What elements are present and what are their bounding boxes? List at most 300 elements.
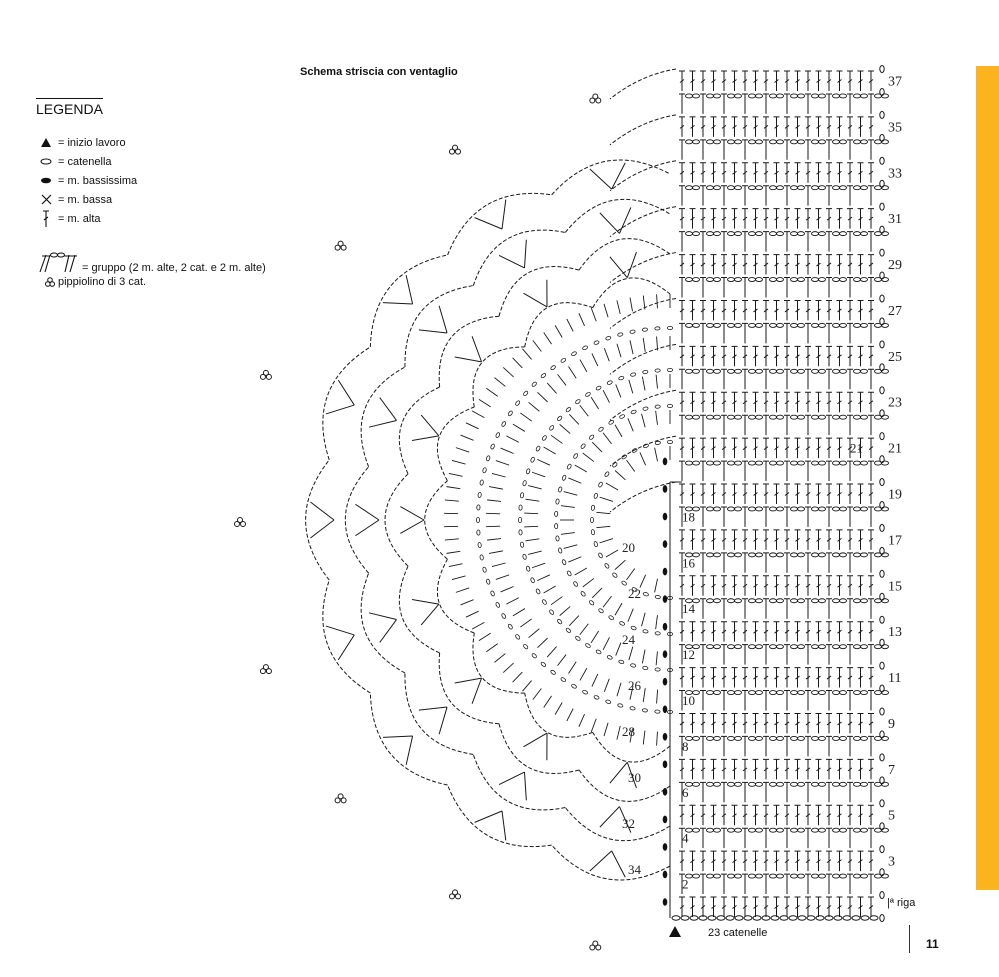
fan-group — [455, 678, 482, 704]
tall-stitch — [826, 507, 832, 527]
fan-tall-stitch — [600, 497, 613, 501]
tall-stitch — [847, 484, 853, 504]
tall-stitch — [784, 599, 790, 619]
chain-oval — [756, 736, 763, 740]
chain-oval — [854, 186, 861, 190]
chain-oval — [840, 94, 847, 98]
tall-stitch — [679, 140, 685, 160]
fan-chain-oval — [501, 421, 506, 427]
fan-chain-oval — [630, 706, 636, 710]
petal-chain-loop — [437, 407, 474, 481]
edge-chain-loop — [610, 115, 676, 145]
picot — [235, 522, 240, 527]
tall-stitch — [847, 553, 853, 573]
tall-stitch — [847, 851, 853, 871]
tall-stitch — [763, 645, 769, 665]
tall-stitch — [721, 759, 727, 779]
tall-stitch — [721, 782, 727, 802]
chain-oval — [777, 461, 784, 465]
fan-tall-stitch — [568, 478, 581, 483]
fan-tall-stitch — [643, 338, 645, 352]
fan-tall-stitch — [533, 340, 541, 351]
tall-stitch — [774, 530, 780, 550]
chain-oval — [686, 232, 693, 236]
fan-chain-oval — [604, 563, 610, 569]
fan-tall-stitch — [445, 539, 459, 540]
tall-stitch — [847, 805, 853, 825]
chain-oval — [770, 461, 777, 465]
chain-oval — [880, 157, 884, 164]
tall-stitch — [795, 622, 801, 642]
chain-oval — [833, 782, 840, 786]
chain-oval — [854, 140, 861, 144]
tall-stitch — [742, 300, 748, 320]
fan-tall-stitch — [642, 377, 645, 391]
petal-chain-loop — [499, 724, 579, 774]
chain-oval — [756, 874, 763, 878]
row-number: 13 — [888, 625, 902, 641]
tall-stitch — [826, 369, 832, 389]
slip-stitch — [663, 458, 668, 466]
petal-chain-loop — [579, 239, 670, 270]
chain-oval — [812, 874, 819, 878]
tall-stitch — [816, 897, 822, 917]
fan-chain-oval — [549, 425, 555, 431]
tall-stitch — [805, 622, 811, 642]
chain-oval — [861, 94, 868, 98]
tall-stitch — [837, 71, 843, 91]
fan-tall-stitch — [466, 611, 479, 617]
tall-stitch — [868, 186, 874, 206]
tall-stitch — [795, 759, 801, 779]
chain-oval — [791, 278, 798, 282]
tall-stitch — [805, 805, 811, 825]
chain-oval — [756, 645, 763, 649]
chain-oval — [770, 415, 777, 419]
edge-chain-loop — [610, 161, 676, 191]
tall-stitch — [679, 209, 685, 229]
tall-stitch — [732, 622, 738, 642]
chain-oval — [833, 874, 840, 878]
tall-stitch — [826, 117, 832, 137]
chain-oval — [812, 140, 819, 144]
slip-stitch — [663, 540, 668, 548]
tall-stitch — [700, 71, 706, 91]
tall-stitch — [826, 576, 832, 596]
tall-stitch — [721, 668, 727, 688]
row-number: 17 — [888, 533, 902, 549]
tall-stitch — [742, 897, 748, 917]
tall-stitch — [784, 71, 790, 91]
chain-oval — [791, 186, 798, 190]
tall-stitch — [795, 346, 801, 366]
chain-oval — [819, 232, 826, 236]
chain-oval — [875, 874, 882, 878]
tall-stitch — [826, 897, 832, 917]
chain-oval — [854, 553, 861, 557]
tall-stitch — [805, 484, 811, 504]
tall-stitch — [805, 438, 811, 458]
chain-oval — [875, 140, 882, 144]
chain-oval — [812, 278, 819, 282]
fan-tall-stitch — [629, 647, 633, 660]
tall-stitch — [690, 71, 696, 91]
legend-label-group: = gruppo (2 m. alte, 2 cat. e 2 m. alte) — [82, 262, 266, 274]
picot — [335, 798, 340, 803]
tall-stitch — [721, 576, 727, 596]
fan-chain-oval — [490, 590, 495, 596]
chain-oval — [756, 553, 763, 557]
chain-oval — [882, 874, 889, 878]
tall-stitch — [690, 346, 696, 366]
chain-oval — [861, 415, 868, 419]
chain-oval — [714, 461, 721, 465]
chain-oval — [798, 782, 805, 786]
fan-chain-oval — [605, 336, 611, 341]
tall-stitch — [774, 209, 780, 229]
tall-stitch — [721, 484, 727, 504]
fan-chain-oval — [554, 523, 557, 528]
tall-stitch — [868, 622, 874, 642]
fan-chain-oval — [667, 404, 672, 407]
tall-stitch — [826, 209, 832, 229]
fan-chain-oval — [621, 454, 627, 460]
chain-oval — [833, 553, 840, 557]
petal-chain-loop — [579, 770, 670, 801]
tall-stitch — [805, 163, 811, 183]
tall-stitch — [837, 622, 843, 642]
chain-oval — [798, 599, 805, 603]
fan-tall-stitch — [617, 683, 621, 696]
fan-chain-oval — [535, 446, 540, 452]
fan-chain-oval — [593, 541, 598, 547]
fan-chain-oval — [554, 511, 557, 516]
petal-chain-loop — [323, 347, 371, 460]
tall-stitch — [784, 484, 790, 504]
chain-oval — [777, 232, 784, 236]
tall-stitch — [826, 163, 832, 183]
tall-stitch — [868, 209, 874, 229]
chain-oval — [728, 782, 735, 786]
chain-oval — [749, 461, 756, 465]
chain-oval — [875, 828, 882, 832]
tall-stitch — [763, 94, 769, 114]
fan-chain-oval — [526, 468, 531, 474]
tall-stitch — [679, 484, 685, 504]
fan-tall-stitch — [472, 622, 484, 629]
tall-stitch — [795, 209, 801, 229]
tall-stitch — [837, 713, 843, 733]
tall-stitch — [721, 140, 727, 160]
tall-stitch — [858, 713, 864, 733]
fan-tall-stitch — [537, 575, 550, 581]
tall-stitch — [868, 461, 874, 481]
tall-stitch — [837, 209, 843, 229]
petal-chain-loop — [448, 785, 552, 847]
fan-tall-stitch — [560, 424, 571, 433]
chain-oval — [777, 94, 784, 98]
tall-stitch — [826, 461, 832, 481]
tall-stitch — [847, 736, 853, 756]
tall-stitch — [711, 805, 717, 825]
tall-stitch — [826, 691, 832, 711]
chain-oval — [882, 186, 889, 190]
fan-tall-stitch — [528, 551, 542, 554]
tall-stitch — [742, 71, 748, 91]
chain-oval — [854, 645, 861, 649]
tall-stitch — [858, 71, 864, 91]
fan-tall-stitch — [487, 500, 501, 502]
chain-oval — [840, 415, 847, 419]
tall-stitch — [732, 897, 738, 917]
fan-tall-stitch — [524, 513, 538, 514]
tall-stitch — [837, 392, 843, 412]
fan-row-number: 32 — [622, 816, 635, 831]
tall-stitch — [679, 415, 685, 435]
chain-oval — [833, 369, 840, 373]
tall-stitch — [721, 828, 727, 848]
chain-oval — [861, 691, 868, 695]
chain-oval — [791, 874, 798, 878]
tall-stitch — [847, 278, 853, 298]
fan-chain-oval — [522, 554, 526, 560]
fan-group — [326, 626, 354, 660]
fan-tall-stitch — [513, 424, 525, 431]
chain-oval — [735, 461, 742, 465]
tall-stitch — [805, 140, 811, 160]
tall-stitch — [721, 255, 727, 275]
fan-group — [523, 280, 547, 307]
tall-stitch — [774, 759, 780, 779]
fan-chain-oval — [642, 666, 648, 670]
fan-chain-oval — [667, 440, 672, 443]
picot — [335, 245, 340, 250]
tall-stitch — [763, 278, 769, 298]
chain-oval — [861, 323, 868, 327]
chain-oval — [770, 186, 777, 190]
chain-oval — [833, 232, 840, 236]
fan-tall-stitch — [537, 459, 550, 465]
fan-group — [412, 600, 439, 625]
tall-stitch — [742, 392, 748, 412]
chain-oval — [819, 461, 826, 465]
tall-stitch — [868, 300, 874, 320]
tall-stitch — [868, 897, 874, 917]
tall-stitch — [700, 668, 706, 688]
tall-stitch — [721, 186, 727, 206]
chain-oval — [686, 278, 693, 282]
fan-chain-oval — [580, 443, 586, 449]
base-chain-oval — [834, 916, 842, 920]
tall-stitch — [868, 874, 874, 894]
tall-stitch — [763, 782, 769, 802]
base-chain-oval — [753, 916, 761, 920]
fan-chain-oval — [490, 444, 495, 450]
slip-stitch — [663, 843, 668, 851]
tall-stitch — [742, 346, 748, 366]
chain-oval — [840, 323, 847, 327]
fan-tall-stitch — [592, 442, 602, 452]
tall-stitch — [679, 461, 685, 481]
fan-chain-oval — [530, 457, 535, 463]
tall-stitch — [847, 186, 853, 206]
slip-stitch — [663, 568, 668, 576]
chain-oval — [882, 736, 889, 740]
tall-stitch — [784, 140, 790, 160]
chain-oval — [770, 140, 777, 144]
tall-stitch — [763, 140, 769, 160]
tall-stitch — [795, 71, 801, 91]
chain-oval — [798, 507, 805, 511]
tall-stitch — [816, 484, 822, 504]
tall-stitch — [826, 186, 832, 206]
chain-oval — [861, 232, 868, 236]
fan-tall-stitch — [656, 651, 657, 665]
tall-stitch — [795, 897, 801, 917]
chain-oval — [861, 461, 868, 465]
chain-oval — [728, 507, 735, 511]
chain-oval — [749, 599, 756, 603]
fan-tall-stitch — [604, 304, 608, 317]
fan-tall-stitch — [513, 672, 523, 682]
chain-oval — [875, 736, 882, 740]
chain-oval — [840, 782, 847, 786]
fan-tall-stitch — [486, 644, 497, 652]
chain-oval — [714, 415, 721, 419]
tall-stitch — [826, 232, 832, 252]
fan-tall-stitch — [600, 539, 613, 543]
fan-chain-oval — [560, 358, 566, 364]
chain-oval — [707, 782, 714, 786]
tall-stitch — [700, 484, 706, 504]
tall-stitch — [868, 346, 874, 366]
tall-stitch — [732, 71, 738, 91]
tall-stitch — [753, 346, 759, 366]
tall-stitch — [837, 163, 843, 183]
chain-oval — [840, 186, 847, 190]
tall-stitch — [679, 346, 685, 366]
tall-stitch — [805, 507, 811, 527]
tall-stitch — [711, 255, 717, 275]
tall-stitch — [742, 117, 748, 137]
chain-oval — [707, 736, 714, 740]
tall-stitch — [721, 209, 727, 229]
tall-stitch — [868, 851, 874, 871]
chain-oval — [819, 736, 826, 740]
tall-stitch — [858, 484, 864, 504]
row-number: 19 — [888, 487, 902, 503]
chain-oval — [819, 94, 826, 98]
tall-stitch — [805, 323, 811, 343]
tall-stitch — [679, 897, 685, 917]
fan-tall-stitch — [615, 425, 622, 437]
tall-stitch — [690, 576, 696, 596]
chain-oval — [880, 341, 884, 348]
fan-group — [499, 240, 526, 268]
legend-label-start: = inizio lavoro — [58, 136, 126, 149]
chain-oval — [735, 599, 742, 603]
fan-tall-stitch — [503, 367, 513, 376]
tall-stitch — [816, 759, 822, 779]
fan-chain-oval — [526, 566, 531, 572]
fan-chain-oval — [630, 663, 636, 667]
fan-chain-oval — [508, 410, 514, 416]
inner-row-number: 21 — [850, 440, 863, 456]
chain-oval — [833, 599, 840, 603]
tall-stitch — [679, 94, 685, 114]
edge-chain-loop — [610, 69, 676, 99]
chain-oval — [777, 599, 784, 603]
tall-stitch — [711, 484, 717, 504]
fan-tall-stitch — [560, 606, 571, 615]
chain-oval — [749, 186, 756, 190]
chain-oval — [840, 599, 847, 603]
fan-tall-stitch — [495, 654, 506, 663]
tall-stitch — [742, 759, 748, 779]
chain-oval — [812, 94, 819, 98]
tall-stitch — [784, 323, 790, 343]
chain-oval — [735, 323, 742, 327]
fan-tall-stitch — [628, 418, 633, 431]
tall-stitch — [795, 300, 801, 320]
tall-stitch — [774, 392, 780, 412]
chain-oval — [812, 232, 819, 236]
tall-stitch — [826, 599, 832, 619]
legend-label-slip: = m. bassissima — [58, 174, 138, 187]
chain-oval — [707, 323, 714, 327]
chain-oval — [777, 691, 784, 695]
tall-stitch — [763, 599, 769, 619]
tall-stitch — [868, 576, 874, 596]
chain-oval — [854, 507, 861, 511]
tall-stitch — [784, 782, 790, 802]
chain-oval — [728, 736, 735, 740]
tall-stitch — [858, 346, 864, 366]
fan-tall-stitch — [567, 319, 573, 331]
fan-tall-stitch — [603, 390, 609, 402]
chain-oval — [861, 599, 868, 603]
tall-stitch — [868, 530, 874, 550]
tall-stitch — [858, 209, 864, 229]
chain-oval — [735, 278, 742, 282]
chain-oval — [882, 782, 889, 786]
fan-chain-oval — [607, 655, 613, 660]
picot — [590, 945, 595, 950]
tall-stitch — [826, 553, 832, 573]
tall-stitch — [721, 278, 727, 298]
row-number: 35 — [888, 120, 902, 136]
chain-oval — [882, 645, 889, 649]
tall-stitch — [679, 278, 685, 298]
fan-tall-stitch — [486, 513, 500, 514]
tall-stitch — [858, 759, 864, 779]
chain-oval — [693, 94, 700, 98]
tall-stitch — [763, 668, 769, 688]
chain-oval — [791, 599, 798, 603]
tall-stitch — [690, 163, 696, 183]
chain-oval — [735, 369, 742, 373]
fan-tall-stitch — [579, 714, 585, 727]
tall-stitch — [795, 576, 801, 596]
inner-row-number: 4 — [682, 830, 689, 846]
fan-group — [523, 733, 547, 760]
picot — [596, 945, 601, 950]
tall-stitch — [690, 209, 696, 229]
chain-oval — [777, 415, 784, 419]
fan-tall-stitch — [506, 598, 518, 604]
base-chain-oval — [708, 916, 716, 920]
legend-label-picot: pippiolino di 3 cat. — [58, 276, 147, 288]
